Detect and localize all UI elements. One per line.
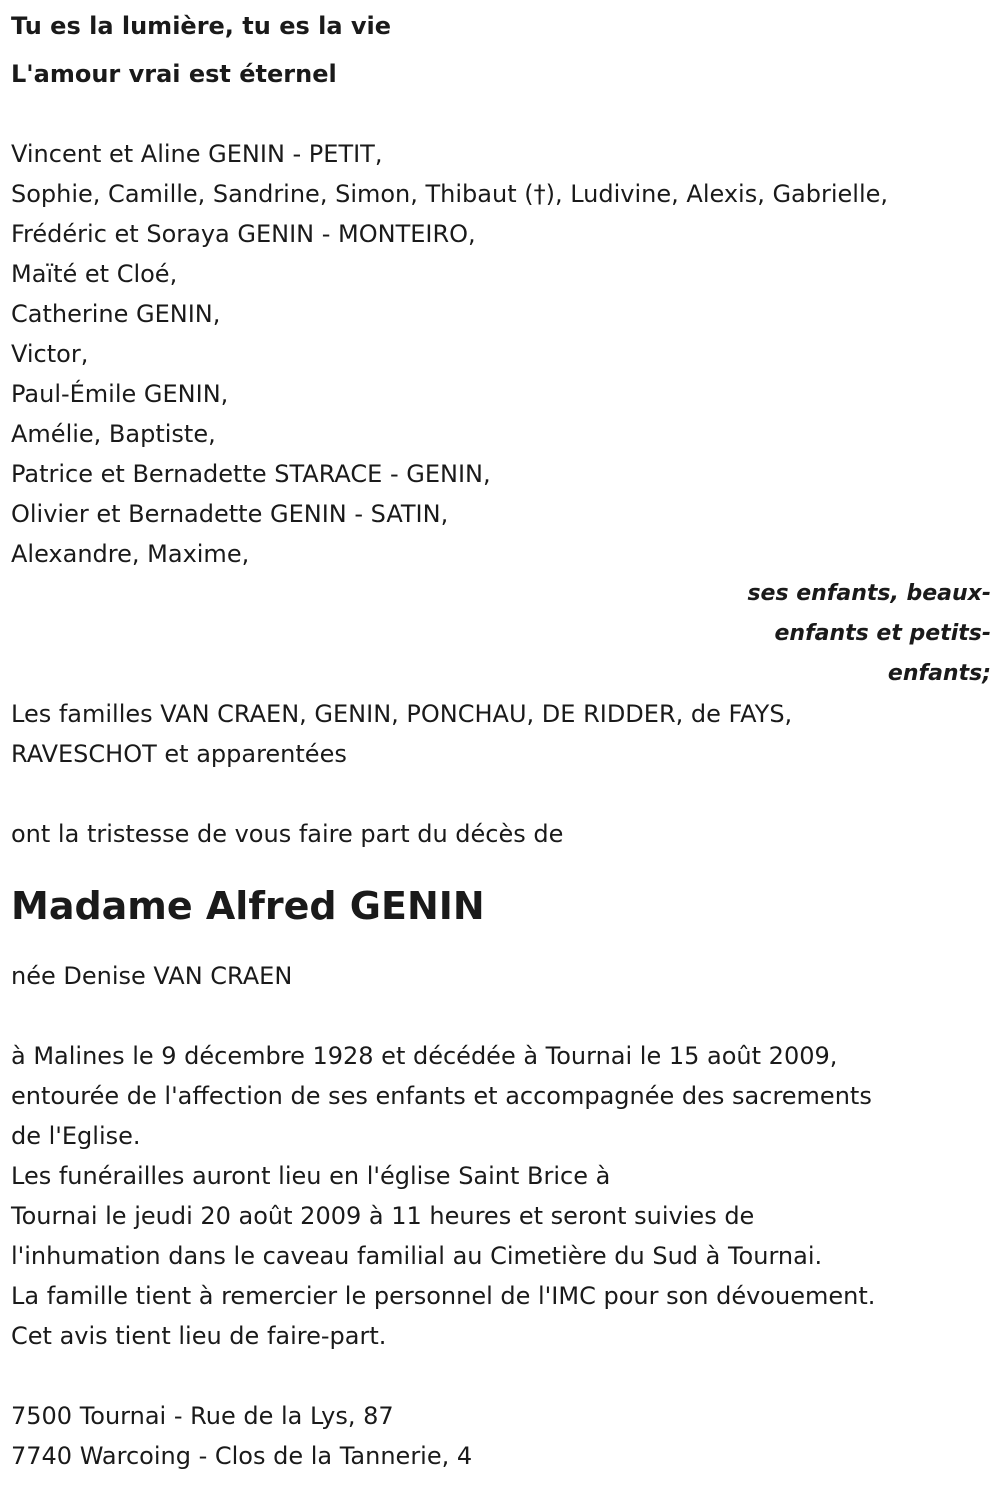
role-line: ses enfants, beaux- — [747, 581, 991, 606]
details-line: l'inhumation dans le caveau familial au Cimetière du Sud à Tournai. — [11, 1242, 823, 1270]
addresses — [11, 1396, 991, 1476]
family-line: Victor, — [11, 340, 89, 368]
family-line: Patrice et Bernadette STARACE - GENIN, — [11, 460, 491, 488]
motto — [11, 2, 991, 98]
family-line: Maïté et Cloé, — [11, 260, 178, 288]
family-line: Olivier et Bernadette GENIN - SATIN, — [11, 500, 449, 528]
details-line: La famille tient à remercier le personnel de l'IMC pour son dévouement. — [11, 1282, 876, 1310]
family-line: Catherine GENIN, — [11, 300, 221, 328]
families-line: RAVESCHOT et apparentées — [11, 740, 347, 768]
details — [11, 1036, 991, 1356]
details-line: Cet avis tient lieu de faire-part. — [11, 1322, 387, 1350]
family-line: Frédéric et Soraya GENIN - MONTEIRO, — [11, 220, 476, 248]
announcement-text: ont la tristesse de vous faire part du décès de — [11, 820, 564, 848]
family-line: Alexandre, Maxime, — [11, 540, 250, 568]
details-line: Tournai le jeudi 20 août 2009 à 11 heures et seront suivies de — [11, 1202, 755, 1230]
address-line: 7740 Warcoing - Clos de la Tannerie, 4 — [11, 1442, 473, 1470]
extended-families — [11, 694, 991, 774]
motto-line-1: Tu es la lumière, tu es la vie — [11, 12, 392, 40]
details-line: à Malines le 9 décembre 1928 et décédée à Tournai le 15 août 2009, — [11, 1042, 838, 1070]
role-line: enfants et petits- — [774, 621, 991, 646]
details-line: entourée de l'affection de ses enfants et accompagnée des sacrements — [11, 1082, 872, 1110]
obituary-notice — [11, 0, 991, 1476]
address-line: 7500 Tournai - Rue de la Lys, 87 — [11, 1402, 394, 1430]
family-line: Sophie, Camille, Sandrine, Simon, Thibaut (†), Ludivine, Alexis, Gabrielle, — [11, 180, 889, 208]
details-line: de l'Eglise. — [11, 1122, 141, 1150]
family-list — [11, 134, 991, 574]
families-line: Les familles VAN CRAEN, GENIN, PONCHAU, DE RIDDER, de FAYS, — [11, 700, 793, 728]
maiden-name: née Denise VAN CRAEN — [11, 962, 293, 990]
deceased-name: Madame Alfred GENIN — [11, 884, 485, 928]
family-line: Vincent et Aline GENIN - PETIT, — [11, 140, 383, 168]
family-line: Paul-Émile GENIN, — [11, 380, 229, 408]
motto-line-2: L'amour vrai est éternel — [11, 60, 337, 88]
family-role — [11, 574, 991, 694]
family-line: Amélie, Baptiste, — [11, 420, 216, 448]
role-line: enfants; — [887, 661, 991, 686]
details-line: Les funérailles auront lieu en l'église Saint Brice à — [11, 1162, 611, 1190]
